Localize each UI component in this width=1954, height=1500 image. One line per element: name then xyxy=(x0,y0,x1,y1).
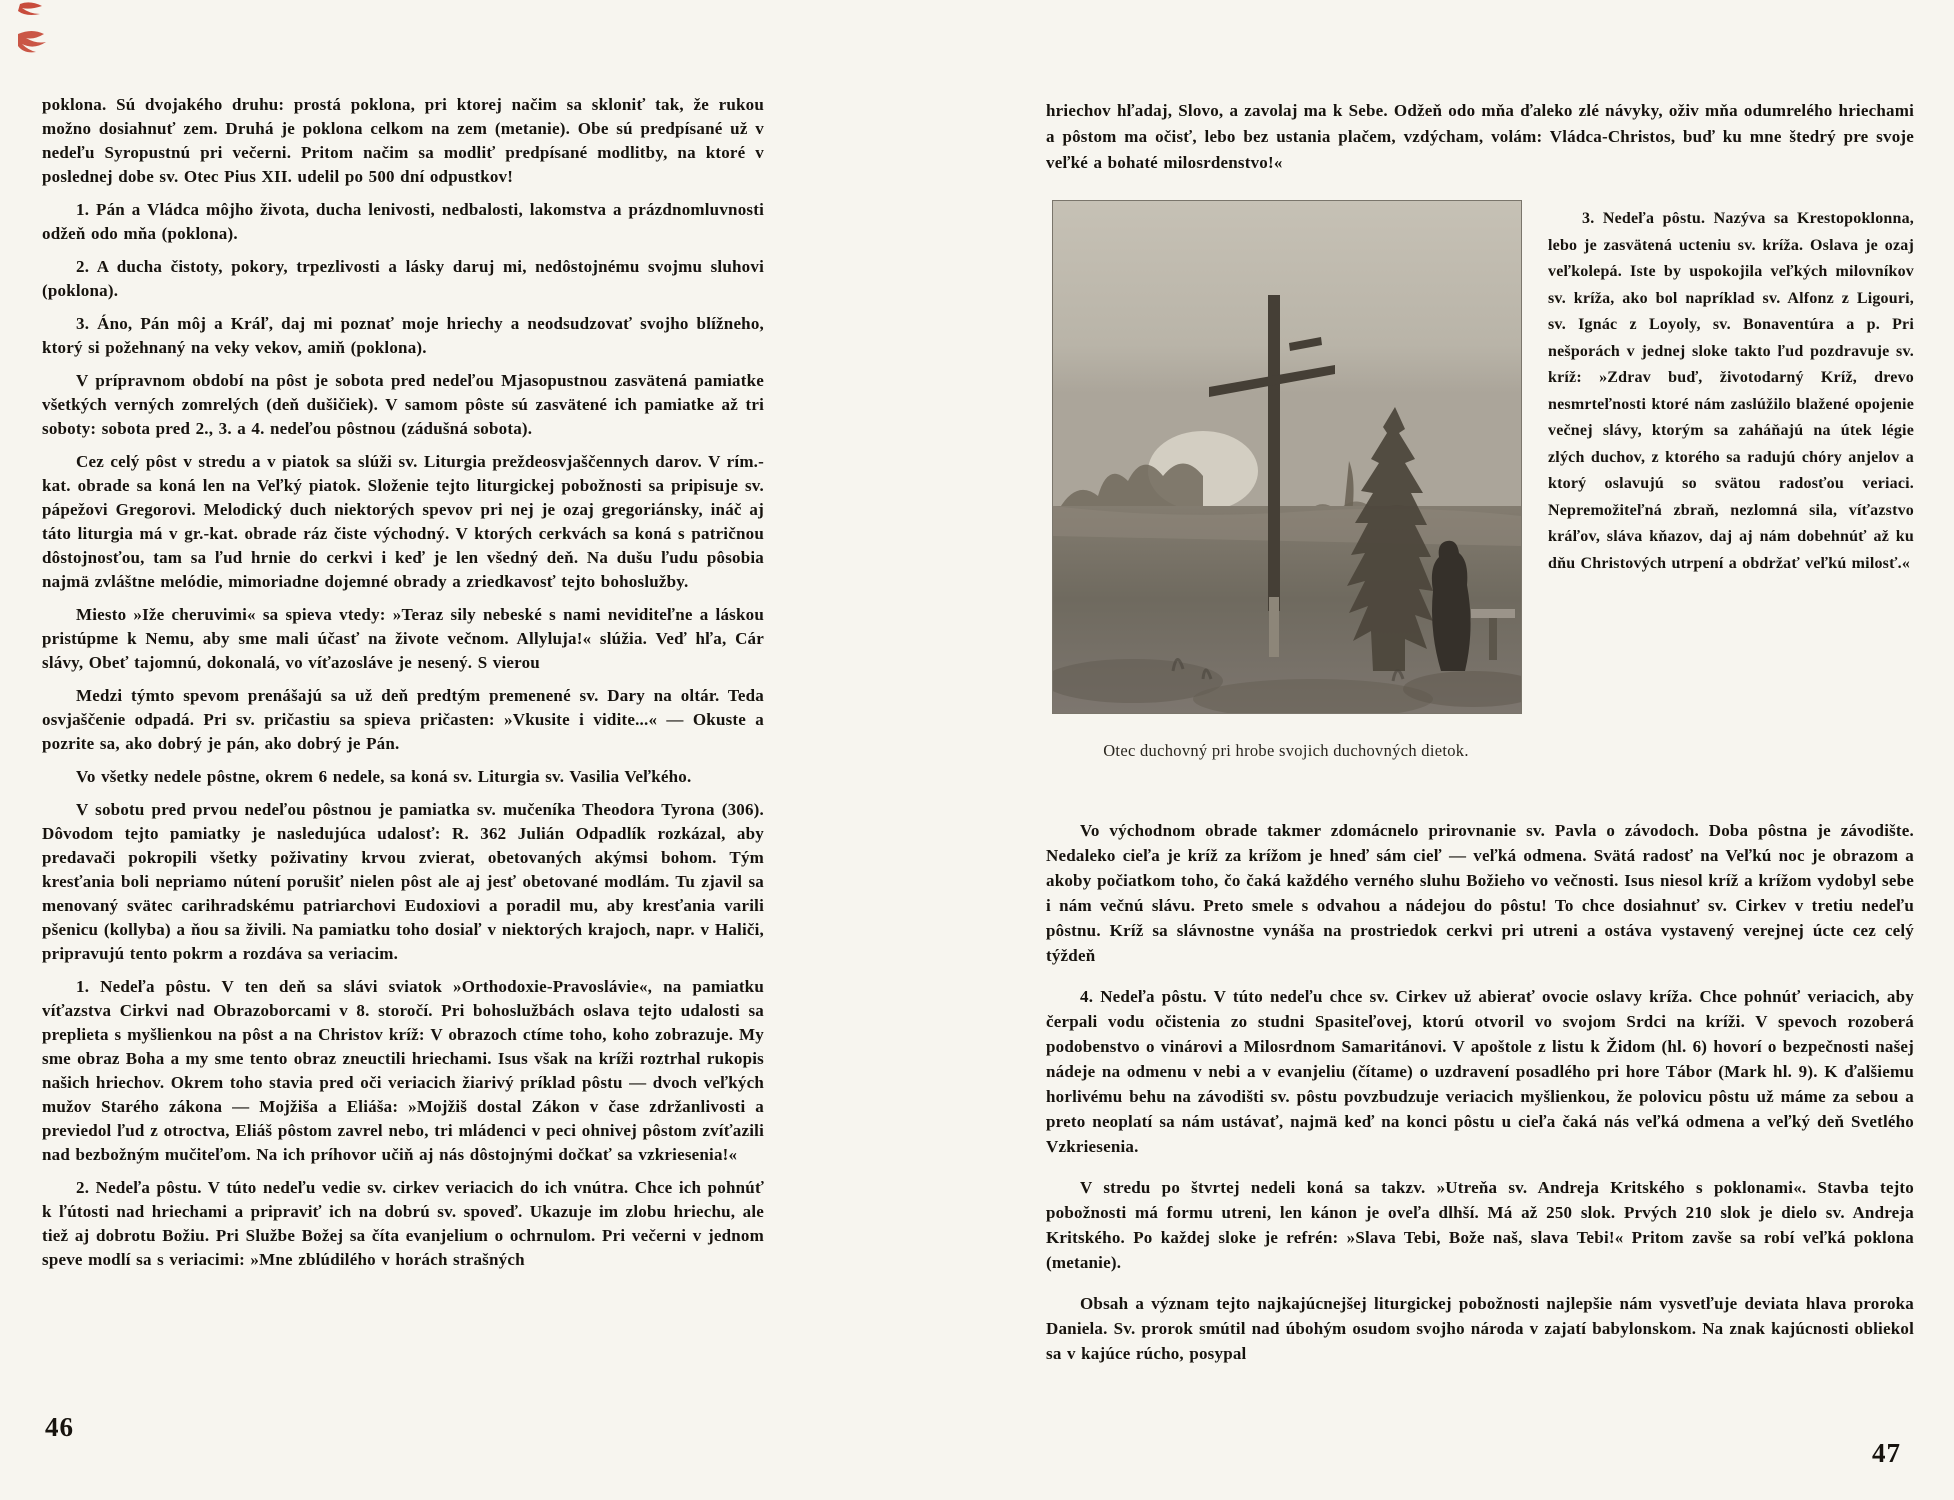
paragraph: Obsah a význam tejto najkajúcnejšej liturgickej pobožnosti najlepšie nám vysvetľuje deviata hlava proroka Daniela. Sv. prorok smútil nad úbohým osudom svojho národa v zajatí babylonskom. Na znak kajúcnosti obliekol sa v kajúce rúcho, posypal xyxy=(1046,1294,1914,1363)
right-page-intro xyxy=(1046,98,1914,185)
paragraph: Vo všetky nedele pôstne, okrem 6 nedele, sa koná sv. Liturgia sv. Vasilia Veľkého. xyxy=(76,767,692,786)
figure xyxy=(1052,200,1520,763)
grave-photo xyxy=(1052,200,1522,714)
paragraph: 4. Nedeľa pôstu. V túto nedeľu chce sv. Cirkev už abierať ovocie oslavy kríža. Chce pohnúť veriacich, aby čerpali vodu očistenia zo studni Spasiteľovej, ktorú otvoril vo svojom Srdci na kríži. V spevoch rozoberá podobenstvo o vinárovi a Milosrdnom Samaritánovi. V apoštole z listu k Židom (hl. 6) hovorí o bezpečnosti našej nádeje na odmenu v nebi a v evanjeliu (čítame) o uzdravení posadlého pri hore Tábor (Mark hl. 9). K ďalšiemu horlivému behu na závodišti sv. pôstu povzbudzuje veriacich myšlienkou, že polovicu pôstu už máme za sebou a preto neoplatí sa nám ustávať, najmä keď na konci pôstu u cieľa čaká nás veľká odmena a veľký deň Svetlého Vzkriesenia. xyxy=(1046,987,1914,1156)
page-number-right: 47 xyxy=(1872,1438,1901,1468)
page-number-left: 46 xyxy=(45,1412,74,1442)
paragraph: poklona. Sú dvojakého druhu: prostá poklona, pri ktorej načim sa skloniť tak, že rukou možno dosiahnuť zem. Druhá je poklona celkom na zem (metanie). Obe sú predpísané už v nedeľu Syropustnú pri večerni. Pritom načim sa modliť predpísané modlitby, na ktoré v poslednej dobe sv. Otec Pius XII. udelil po 500 dní odpustkov! xyxy=(42,95,764,186)
paragraph: 2. Nedeľa pôstu. V túto nedeľu vedie sv. cirkev veriacich do ich vnútra. Chce ich pohnúť k ľútosti nad hriechami a pripraviť ich na dobrú sv. spoveď. Ukazuje im zlobu hriechu, ale tiež aj dobrotu Božiu. Pri Službe Božej sa číta evanjelium o ochrnulom. Pri večerni v jednom speve modlí sa s veriacimi: »Mne zblúdilého v horách strašných xyxy=(42,1178,764,1269)
paragraph: 2. A ducha čistoty, pokory, trpezlivosti a lásky daruj mi, nedôstojnému svojmu sluhovi (poklona). xyxy=(42,257,764,300)
left-page xyxy=(42,93,764,1281)
right-page-lower xyxy=(1046,818,1914,1382)
paragraph: 1. Nedeľa pôstu. V ten deň sa slávi sviatok »Orthodoxie-Pravoslávie«, na pamiatku víťazstva Cirkvi nad Obrazoborcami v 8. storočí. Pri bohoslužbách oslava tejto udalosti sa preplieta s myšlienkou na pôst a na Christov kríž: V obrazoch ctíme toho, koho zobrazuje. My sme obraz Boha a my sme tento obraz zneuctili hriechami. Isus však na kríži roztrhal rukopis našich hriechov. Okrem toho stavia pred oči veriacich žiarivý príklad pôstu — dvoch veľkých mužov Starého zákona — Mojžiša a Eliáša: »Mojžiš dostal Zákon v čase zdržanlivosti a previedol ľud z otroctva, Eliáš pôstom zavrel nebo, tri mládenci v peci ohnivej pôstom zvíťazili nad bezbožným mučiteľom. Na ich príhovor učiň aj nás dôstojnými dočkať sa vzkriesenia!« xyxy=(42,977,764,1164)
paragraph: Miesto »Iže cheruvimi« sa spieva vtedy: »Teraz sily nebeské s nami neviditeľne a láskou pristúpme k Nemu, aby sme mali účasť na živote večnom. Allyluja!« slúžia. Veď hľa, Cár slávy, Obeť tajomnú, dokonalá, vo víťazosláve je nesený. S vierou xyxy=(42,605,764,672)
paragraph: 3. Nedeľa pôstu. Nazýva sa Krestopoklonna, lebo je zasvätená ucteniu sv. kríža. Oslava je ozaj veľkolepá. Iste by uspokojila veľkých milovníkov sv. kríža, ako bol napríklad sv. Alfonz z Ligouri, sv. Ignác z Loyoly, sv. Bonaventúra a p. Pri nešporách v jednej sloke takto ľud pozdravuje sv. kríž: »Zdrav buď, životodarný Kríž, drevo nesmrteľnosti ktoré nám zaslúžilo blažené opojenie večnej slávy, ktorým sa zaháňajú na útek légie zlých duchov, z ktorého sa radujú chóry anjelov a ktorý oslavujú so svätou radosťou veriaci. Nepremožiteľná zbraň, nezlomná sila, víťazstvo kráľov, sláva kňazov, daj aj nám dobehnúť až ku dňu Christových utrpení a obdržať veľkú milosť.« xyxy=(1548,210,1914,572)
paragraph: V prípravnom období na pôst je sobota pred nedeľou Mjasopustnou zasvätená pamiatke všetkých verných zomrelých (deň dušičiek). V samom pôste sú zasvätené ich pamiatke až tri soboty: sobota pred 2., 3. a 4. nedeľou pôstnou (zádušná sobota). xyxy=(42,371,764,438)
paragraph: Vo východnom obrade takmer zdomácnelo prirovnanie sv. Pavla o závodoch. Doba pôstna je závodište. Nedaleko cieľa je kríž za krížom je hneď sám cieľ — veľká odmena. Svätá radosť na Veľkú noc je obrazom a akoby počiatkom toho, čo čaká každého verného sluhu Božieho vo večnosti. Isus niesol kríž a krížom vydobyl sebe i nám večnú slávu. Preto smele s odvahou a nádejou do pôstu! To chce dosiahnuť sv. Cirkev v tretiu nedeľu pôstnu. Kríž sa slávnostne vynáša na prostriedok cerkvi pri utreni a ostáva vystavený verejnej úcte cez celý týždeň xyxy=(1046,821,1914,965)
side-column xyxy=(1548,206,1914,586)
paragraph: Medzi týmto spevom prenášajú sa už deň predtým premenené sv. Dary na oltár. Teda osvjaščenie odpadá. Pri sv. pričastiu sa spieva pričasten: »Vkusite i vidite...« — Okuste a pozrite sa, ako dobrý je pán, ako dobrý je Pán. xyxy=(42,686,764,753)
paragraph: 1. Pán a Vládca môjho života, ducha lenivosti, nedbalosti, lakomstva a prázdnomluvnosti odžeň odo mňa (poklona). xyxy=(42,200,764,243)
paragraph: V stredu po štvrtej nedeli koná sa takzv. »Utreňa sv. Andreja Kritského s poklonami«. Stavba tejto pobožnosti má formu utreni, len kánon je oveľa dlhší. Má až 250 slok. Prvých 210 slok je dielo sv. Andreja Kritského. Po každej sloke je refrén: »Slava Tebi, Bože naš, slava Tebi!« Pritom zavše sa robí veľká poklona (metanie). xyxy=(1046,1178,1914,1272)
paragraph: Cez celý pôst v stredu a v piatok sa slúži sv. Liturgia preždeosvjaščennych darov. V rím.-kat. obrade sa koná len na Veľký piatok. Složenie tejto liturgickej pobožnosti sa pripisuje sv. pápežovi Gregorovi. Melodický duch niektorých spevov pri nej je ozaj gregoriánsky, ináč aj táto liturgia má v gr.-kat. obrade ráz čiste východný. V ktorých cerkvách sa koná s patričnou dôstojnosťou, tam sa ľud hrnie do cerkvi i keď je len všedný deň. Na dušu ľudu pôsobia najmä zvláštne melódie, mimoriadne dojemné obrady a zriedkavosť tejto bohoslužby. xyxy=(42,452,764,591)
paragraph: hriechov hľadaj, Slovo, a zavolaj ma k Sebe. Odžeň odo mňa ďaleko zlé návyky, oživ mňa odumrelého hriechami a pôstom ma očisť, lebo bez ustania plačem, vzdýcham, volám: Vládca-Christos, buď ku mne štedrý pre svoje veľké a bohaté milosrdenstvo!« xyxy=(1046,101,1914,172)
paragraph: 3. Áno, Pán môj a Kráľ, daj mi poznať moje hriechy a neodsudzovať svojho blížneho, ktorý si požehnaný na veky vekov, amiň (poklona). xyxy=(42,314,764,357)
paragraph: V sobotu pred prvou nedeľou pôstnou je pamiatka sv. mučeníka Theodora Tyrona (306). Dôvodom tejto pamiatky je nasledujúca udalosť: R. 362 Julián Odpadlík rozkázal, aby predavači pokropili všetky poživatiny krvou zvierat, obetovaných akýmsi bohom. Tým kresťania boli nepriamo nútení porušiť nielen pôst ale aj jesť obetované modlám. Tu zjavil sa menovaný svätec carihradskému patriarchovi Eudoxiovi a poradil mu, aby kresťania varili pšenicu (kollyba) a ňou sa živili. Na pamiatku toho dosiaľ v niektorých krajoch, napr. v Haliči, pripravujú tento pokrm a rozdáva sa veriacim. xyxy=(42,800,764,963)
red-pen-mark-icon xyxy=(6,0,76,80)
figure-caption: Otec duchovný pri hrobe svojich duchovných dietok. xyxy=(1103,741,1469,760)
